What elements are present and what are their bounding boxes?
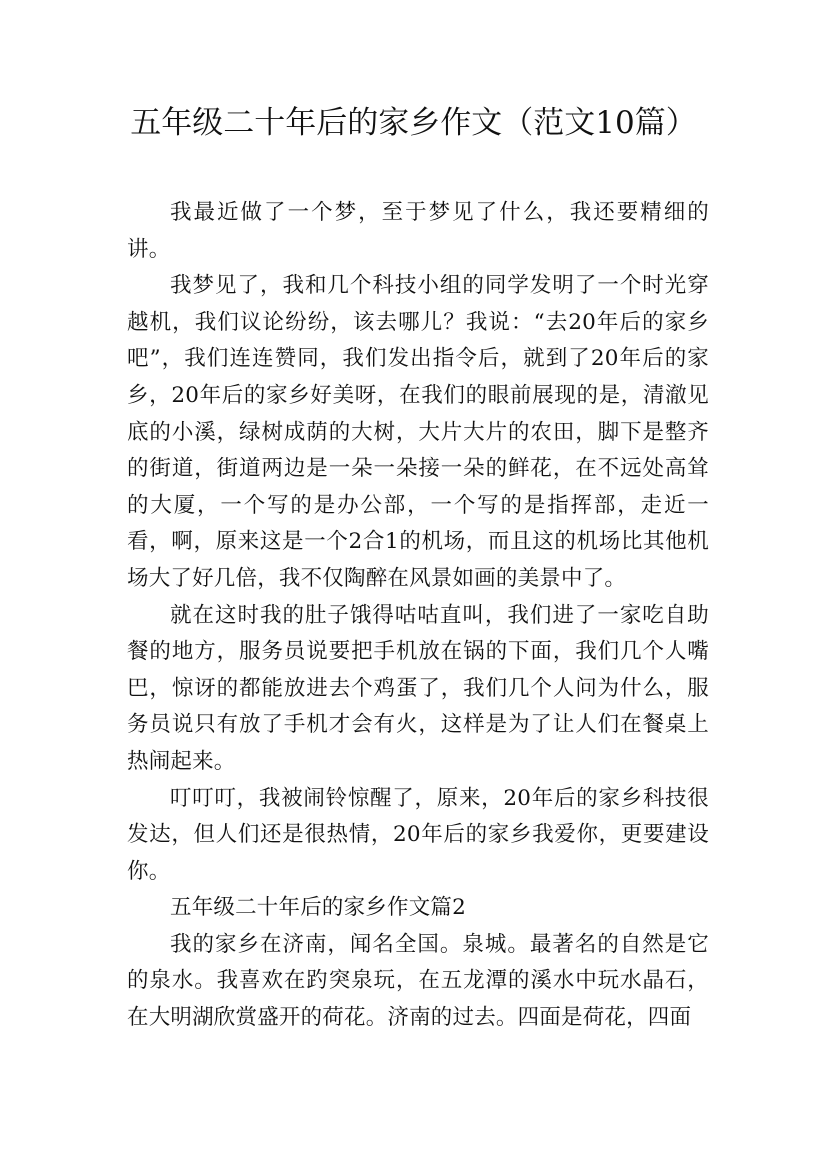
paragraph: 我的家乡在济南，闻名全国。泉城。最著名的自然是它的泉水。我喜欢在趵突泉玩，在五龙潭的溪水中玩水晶石，在大明湖欣赏盛开的荷花。济南的过去。四面是荷花，四面: [127, 931, 709, 1031]
paragraph: 就在这时我的肚子饿得咕咕直叫，我们进了一家吃自助餐的地方，服务员说要把手机放在锅的下面，我们几个人嘴巴，惊讶的都能放进去个鸡蛋了，我们几个人问为什么，服务员说只有放了手机才会有火，这样是为了让人们在餐桌上热闹起来。: [127, 602, 709, 774]
section-subheading: 五年级二十年后的家乡作文篇2: [170, 895, 466, 921]
document-body: [127, 195, 709, 1037]
document-title: 五年级二十年后的家乡作文（范文10篇）: [130, 105, 697, 141]
paragraph: 我梦见了，我和几个科技小组的同学发明了一个时光穿越机，我们议论纷纷，该去哪儿？我说：“去20年后的家乡吧”，我们连连赞同，我们发出指令后，就到了20年后的家乡，20年后的家乡好美呀，在我们的眼前展现的是，清澈见底的小溪，绿树成荫的大树，大片大片的农田，脚下是整齐的街道，街道两边是一朵一朵接一朵的鲜花，在不远处高耸的大厦，一个写的是办公部，一个写的是指挥部，走近一看，啊，原来这是一个2合1的机场，而且这的机场比其他机场大了好几倍，我不仅陶醉在风景如画的美景中了。: [127, 273, 709, 591]
paragraph: 叮叮叮，我被闹铃惊醒了，原来，20年后的家乡科技很发达，但人们还是很热情，20年后的家乡我爱你，更要建设你。: [127, 785, 709, 884]
paragraph: 我最近做了一个梦，至于梦见了什么，我还要精细的讲。: [127, 200, 709, 262]
